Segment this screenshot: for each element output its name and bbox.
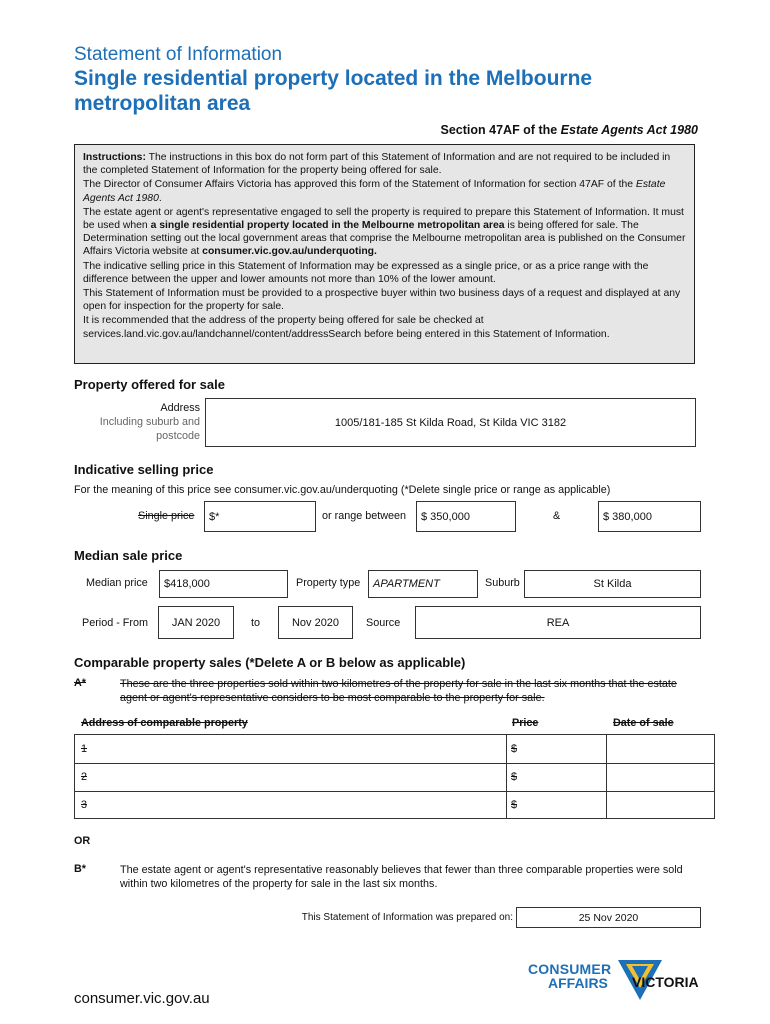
- footer-url[interactable]: consumer.vic.gov.au: [74, 990, 210, 1007]
- option-a-text: These are the three properties sold within two kilometres of the property for sale in the last six months that the estate agent or agent's representative considers to be most comparable to the property for sale.: [120, 678, 677, 704]
- comparable-row-2-price: $: [511, 771, 518, 783]
- instructions-p2c: .: [158, 192, 162, 204]
- address-field[interactable]: [205, 398, 696, 447]
- address-label: Address: [160, 402, 200, 414]
- single-price-value: $*: [209, 510, 220, 523]
- single-price-field[interactable]: [204, 501, 316, 532]
- indicative-note: For the meaning of this price see consumer.vic.gov.au/underquoting (*Delete single price or range as applicable): [74, 484, 611, 496]
- address-sub1: Including suburb and: [99, 416, 200, 428]
- comparable-row-1-num: 1: [81, 743, 88, 755]
- suburb-value: St Kilda: [593, 578, 632, 590]
- median-price-label: Median price: [86, 577, 148, 589]
- prepared-date-field[interactable]: [516, 907, 701, 928]
- suburb-label: Suburb: [485, 577, 520, 589]
- option-b-label: B*: [74, 863, 86, 875]
- instructions-label: Instructions:: [83, 152, 146, 163]
- instructions-p1: The instructions in this box do not form part of this Statement of Information and are not required to be included in the completed Statement of Information for the property being offered for sale.: [83, 152, 671, 177]
- property-heading: Property offered for sale: [74, 377, 225, 392]
- address-value: 1005/181-185 St Kilda Road, St Kilda VIC 3182: [334, 416, 567, 429]
- comparable-row-3-price: $: [511, 799, 518, 811]
- section-reference: [441, 123, 698, 137]
- range-label: or range between: [322, 510, 407, 522]
- median-price-value: $418,000: [164, 578, 210, 590]
- logo-line2: AFFAIRS: [548, 975, 608, 991]
- comparable-row-2-num: 2: [81, 771, 88, 783]
- range-amp: &: [553, 510, 561, 522]
- instructions-p4: The indicative selling price in this Statement of Information may be expressed as a single price, or as a price range with the difference between the upper and lower amounts not more than 10% of the lower amount.: [83, 260, 649, 285]
- source-label: Source: [366, 617, 401, 629]
- comparable-table: [74, 734, 715, 819]
- statement-title: Statement of Information: [74, 44, 283, 65]
- property-type-label: Property type: [296, 577, 361, 589]
- period-from-value: JAN 2020: [171, 616, 221, 629]
- section-act: Estate Agents Act 1980: [560, 123, 698, 137]
- source-field[interactable]: [415, 606, 701, 639]
- median-heading: Median sale price: [74, 548, 183, 563]
- range-high-value: $ 380,000: [603, 510, 652, 523]
- prepared-label: This Statement of Information was prepared on:: [301, 912, 513, 923]
- period-to-label: to: [251, 617, 261, 629]
- option-a-label: A*: [74, 677, 86, 689]
- instructions-p3d: consumer.vic.gov.au/underquoting.: [202, 246, 377, 258]
- col-price-header: Price: [512, 717, 539, 729]
- col-date-header: Date of sale: [613, 717, 674, 729]
- instructions-p3c: is being offered for sale. The Determination setting out the local government areas that comprise the Melbourne metropolitan area is published on the Consumer Affairs Victoria website at: [83, 220, 686, 258]
- comparable-heading: Comparable property sales (*Delete A or B below as applicable): [74, 655, 466, 670]
- single-price-label: Single price: [138, 510, 195, 522]
- median-price-field[interactable]: [159, 570, 288, 598]
- instructions-p2b: Estate Agents Act 1980: [83, 179, 666, 204]
- address-label-block: [74, 401, 200, 443]
- option-b-text: The estate agent or agent's representative reasonably believes that fewer than three comparable properties were sold within two kilometres of the property for sale in the last six months.: [120, 864, 683, 890]
- range-high-field[interactable]: [598, 501, 701, 532]
- period-to-value: Nov 2020: [291, 616, 340, 629]
- cav-logo: [528, 958, 704, 1006]
- instructions-p6: It is recommended that the address of the property being offered for sale be checked at services.land.vic.gov.au/landchannel/content/addressSearch before being entered in this Statement of Information.: [83, 315, 610, 340]
- period-from-label: Period - From: [82, 617, 148, 629]
- logo-line1: CONSUMER: [528, 961, 612, 977]
- page-title: Single residential property located in the Melbourne metropolitan area: [74, 67, 593, 115]
- indicative-heading: Indicative selling price: [74, 462, 214, 477]
- comparable-row-3-num: 3: [81, 799, 88, 811]
- instructions-p5: This Statement of Information must be provided to a prospective buyer within two business days of a request and displayed at any open for inspection for the property for sale.: [83, 288, 681, 313]
- property-type-field[interactable]: [368, 570, 478, 598]
- instructions-p3a: The estate agent or agent's representative engaged to sell the property is required to prepare this Statement of Information. It must be used when: [83, 206, 684, 232]
- prepared-date-value: 25 Nov 2020: [578, 911, 639, 924]
- instructions-p3b: a single residential property located in the Melbourne metropolitan area: [150, 220, 505, 232]
- instructions-p2a: The Director of Consumer Affairs Victoria has approved this form of the Statement of Information for section 47AF of the: [83, 179, 636, 191]
- comparable-row-1-price: $: [511, 743, 518, 755]
- or-label: OR: [74, 835, 91, 847]
- suburb-field[interactable]: [524, 570, 701, 598]
- source-value: REA: [546, 616, 570, 629]
- period-to-field[interactable]: [278, 606, 353, 639]
- logo-victoria-word: VICTORIA: [632, 974, 699, 990]
- address-sub2: postcode: [156, 430, 200, 442]
- section-prefix: Section 47AF of the: [440, 123, 561, 137]
- range-low-field[interactable]: [416, 501, 516, 532]
- instructions-box: [74, 144, 695, 364]
- property-type-value: APARTMENT: [373, 578, 440, 590]
- col-address-header: Address of comparable property: [81, 717, 248, 729]
- period-from-field[interactable]: [158, 606, 234, 639]
- range-low-value: $ 350,000: [421, 510, 470, 523]
